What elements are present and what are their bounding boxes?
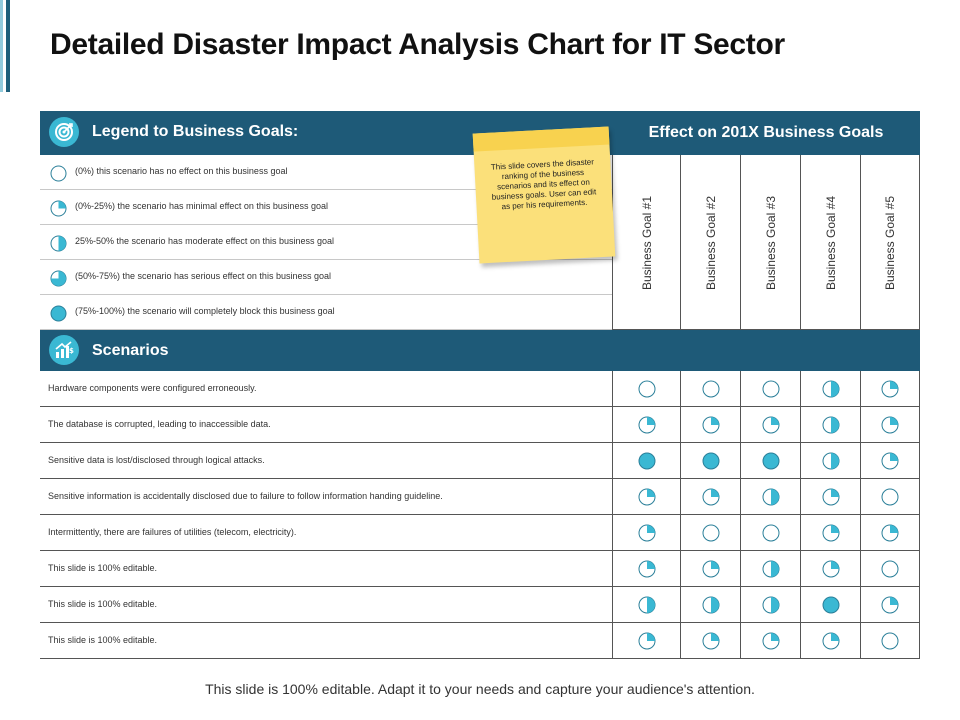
impact-pie-icon [638,416,656,434]
scenario-row [40,371,920,407]
impact-pie-icon [822,524,840,542]
impact-pie-icon [638,452,656,470]
impact-pie-icon [881,596,899,614]
goal-column-header [680,155,740,330]
impact-cell [860,443,920,478]
footer-note: This slide is 100% editable. Adapt it to your needs and capture your audience's attention. [205,681,755,697]
impact-pie-icon [50,200,67,217]
page-title: Detailed Disaster Impact Analysis Chart for IT Sector [50,28,785,61]
impact-pie-icon [822,380,840,398]
legend-text: 25%-50% the scenario has moderate effect on this business goal [75,236,334,246]
legend-pie [50,200,67,217]
impact-pie-icon [762,596,780,614]
goal-label: Business Goal #4 [823,195,838,290]
impact-cell [680,551,740,586]
impact-cell [740,515,800,550]
impact-cell [800,587,860,622]
goal-column-header [740,155,800,330]
scenario-text: The database is corrupted, leading to inaccessible data. [48,419,271,429]
legend-text: (0%-25%) the scenario has minimal effect on this business goal [75,201,328,211]
impact-pie-icon [638,488,656,506]
impact-cell [740,407,800,442]
impact-pie-icon [50,270,67,287]
impact-pie-icon [881,524,899,542]
scenario-row [40,515,920,551]
legend-pie [50,165,67,182]
impact-pie-icon [50,235,67,252]
impact-cell [800,623,860,658]
goal-label: Business Goal #2 [703,195,718,290]
impact-pie-icon [702,560,720,578]
scenario-row [40,587,920,623]
impact-pie-icon [638,524,656,542]
impact-cell [800,551,860,586]
impact-pie-icon [881,488,899,506]
impact-cell [860,479,920,514]
impact-cell [680,623,740,658]
scenario-row [40,623,920,659]
impact-cell [680,407,740,442]
impact-cell [612,623,680,658]
impact-pie-icon [881,452,899,470]
impact-cell [612,515,680,550]
effect-header [612,111,920,155]
impact-pie-icon [702,380,720,398]
impact-pie-icon [822,452,840,470]
impact-cell [612,479,680,514]
goal-column-header [612,155,680,330]
effect-header-label: Effect on 201X Business Goals [648,124,884,141]
target-icon [49,117,79,147]
legend-text: (50%-75%) the scenario has serious effect on this business goal [75,271,331,281]
impact-pie-icon [822,596,840,614]
impact-pie-icon [881,560,899,578]
impact-cell [740,587,800,622]
scenarios-header-label: Scenarios [92,342,169,359]
impact-cell [740,371,800,406]
scenario-row [40,479,920,515]
impact-cell [800,515,860,550]
impact-cell [740,623,800,658]
goal-label: Business Goal #1 [639,195,654,290]
impact-cell [680,371,740,406]
legend-text: (0%) this scenario has no effect on this business goal [75,166,288,176]
impact-pie-icon [702,524,720,542]
goal-label: Business Goal #3 [763,195,778,290]
legend-pie [50,305,67,322]
impact-cell [860,587,920,622]
legend-header-label: Legend to Business Goals: [92,123,299,140]
scenario-text: Hardware components were configured erroneously. [48,383,257,393]
impact-pie-icon [638,632,656,650]
impact-pie-icon [638,560,656,578]
sticky-note [473,127,616,264]
impact-cell [612,371,680,406]
impact-cell [800,407,860,442]
impact-cell [740,551,800,586]
svg-text:$: $ [69,347,74,355]
scenario-row [40,551,920,587]
impact-pie-icon [702,452,720,470]
impact-pie-icon [762,452,780,470]
impact-pie-icon [762,632,780,650]
impact-pie-icon [822,488,840,506]
impact-cell [860,515,920,550]
scenario-row [40,407,920,443]
impact-pie-icon [762,380,780,398]
impact-cell [800,443,860,478]
scenario-text: This slide is 100% editable. [48,635,158,645]
accent-bar [6,0,10,92]
impact-cell [860,623,920,658]
impact-pie-icon [822,632,840,650]
sticky-note-text: This slide covers the disaster ranking of the business scenarios and its effect on business goals. User can edit as per his requirements. [490,157,597,212]
impact-cell [680,515,740,550]
legend-row [40,295,612,330]
impact-cell [612,407,680,442]
impact-cell [612,587,680,622]
impact-pie-icon [702,596,720,614]
scenario-row [40,443,920,479]
impact-pie-icon [702,632,720,650]
impact-cell [860,407,920,442]
impact-pie-icon [762,416,780,434]
impact-cell [680,443,740,478]
legend-pie [50,270,67,287]
legend-text: (75%-100%) the scenario will completely block this business goal [75,306,335,316]
impact-cell [680,479,740,514]
impact-cell [860,551,920,586]
impact-pie-icon [762,524,780,542]
scenario-text: Sensitive information is accidentally disclosed due to failure to follow information handing guideline. [48,491,443,501]
accent-bar-light [0,0,3,92]
scenarios-header [40,330,920,371]
goal-label: Business Goal #5 [883,195,897,290]
goal-column-header [860,155,920,330]
impact-pie-icon [50,165,67,182]
scenario-text: This slide is 100% editable. [48,599,158,609]
impact-cell [740,479,800,514]
impact-cell [740,443,800,478]
impact-pie-icon [50,305,67,322]
impact-cell [800,479,860,514]
impact-pie-icon [638,596,656,614]
scenario-text: Intermittently, there are failures of utilities (telecom, electricity). [48,527,297,537]
goal-column-header [800,155,860,330]
scenario-text: Sensitive data is lost/disclosed through logical attacks. [48,455,265,465]
impact-pie-icon [822,416,840,434]
impact-pie-icon [702,488,720,506]
impact-pie-icon [702,416,720,434]
impact-pie-icon [762,488,780,506]
scenario-text: This slide is 100% editable. [48,563,158,573]
impact-pie-icon [881,632,899,650]
impact-pie-icon [881,416,899,434]
impact-cell [800,371,860,406]
impact-pie-icon [638,380,656,398]
growth-chart-icon [49,335,79,365]
impact-cell [680,587,740,622]
impact-pie-icon [762,560,780,578]
impact-pie-icon [822,560,840,578]
impact-cell [612,551,680,586]
legend-row [40,260,612,295]
impact-cell [612,443,680,478]
legend-pie [50,235,67,252]
impact-cell [860,371,920,406]
impact-pie-icon [881,380,899,398]
